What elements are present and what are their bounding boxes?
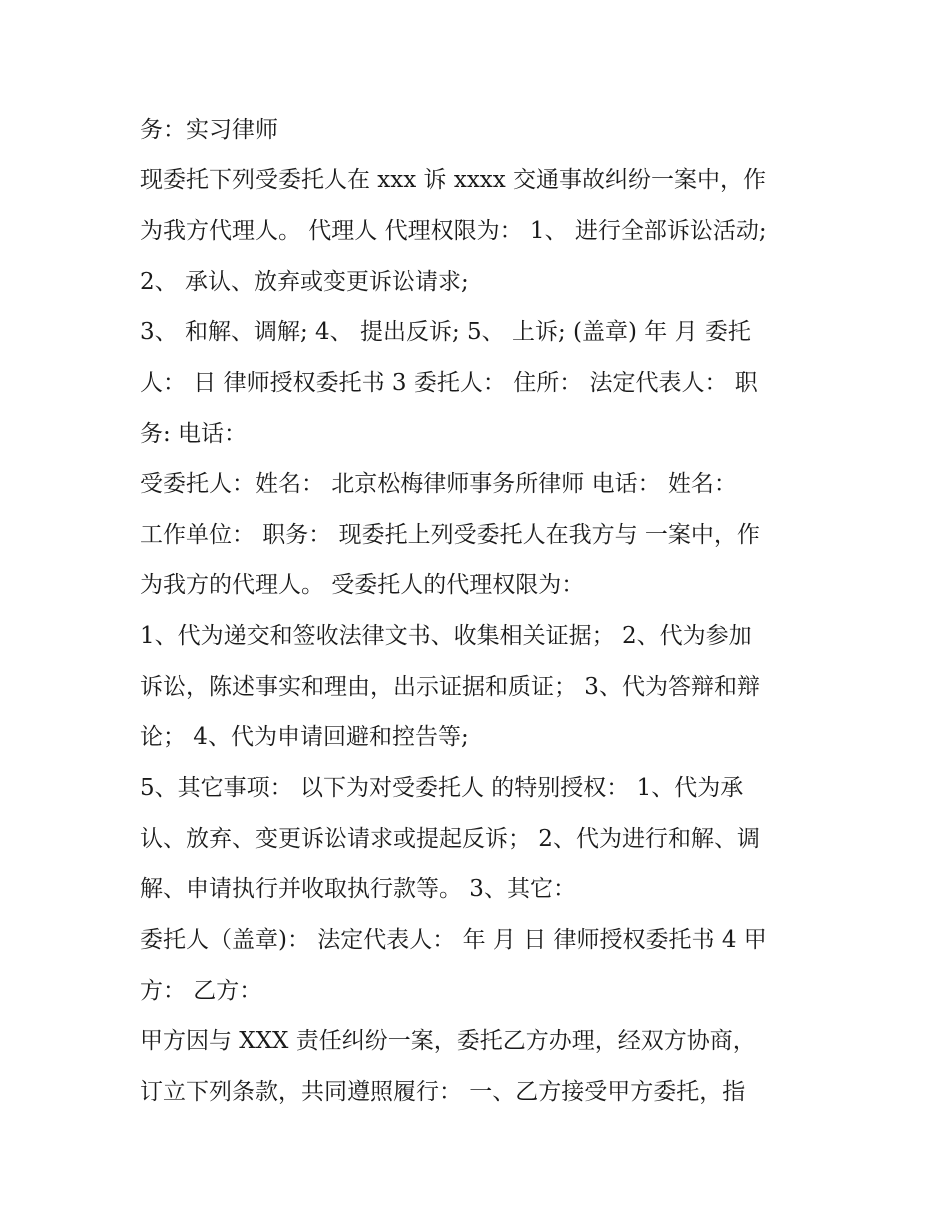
text-line-13: 论； 4、代为申请回避和控告等; (140, 724, 469, 750)
text-line-7: 务: 电话： (140, 421, 248, 447)
text-line-18: 方： 乙方： (140, 978, 263, 1004)
text-line-10: 为我方的代理人。 受委托人的代理权限为： (140, 572, 585, 598)
text-line-2: 现委托下列受委托人在 xxx 诉 xxxx 交通事故纠纷一案中，作 (140, 167, 767, 193)
text-line-16: 解、申请执行并收取执行款等。 3、其它： (140, 876, 576, 902)
text-line-12: 诉讼，陈述事实和理由，出示证据和质证； 3、代为答辩和辩 (140, 674, 760, 700)
text-line-9: 工作单位： 职务： 现委托上列受委托人在我方与 一案中，作 (140, 522, 760, 548)
text-line-17: 委托人（盖章)： 法定代表人： 年 月 日 律师授权委托书 4 甲 (140, 927, 767, 953)
text-line-4: 2、 承认、放弃或变更诉讼请求; (140, 269, 469, 295)
text-line-11: 1、代为递交和签收法律文书、收集相关证据； 2、代为参加 (140, 623, 752, 649)
text-line-19: 甲方因与 XXX 责任纠纷一案，委托乙方办理，经双方协商， (140, 1028, 756, 1054)
text-line-1: 务：实习律师 (140, 117, 278, 143)
text-line-8: 受委托人：姓名： 北京松梅律师事务所律师 电话： 姓名： (140, 471, 737, 497)
text-line-3: 为我方代理人。 代理人 代理权限为： 1、 进行全部诉讼活动; (140, 218, 767, 244)
text-line-20: 订立下列条款，共同遵照履行： 一、乙方接受甲方委托，指 (140, 1079, 746, 1105)
text-line-6: 人： 日 律师授权委托书 3 委托人： 住所： 法定代表人： 职 (140, 370, 758, 396)
text-line-5: 3、 和解、调解; 4、 提出反诉; 5、 上诉; (盖章) 年 月 委托 (140, 319, 751, 345)
text-line-14: 5、其它事项： 以下为对受委托人 的特别授权： 1、代为承 (140, 775, 744, 801)
text-line-15: 认、放弃、变更诉讼请求或提起反诉； 2、代为进行和解、调 (140, 826, 760, 852)
